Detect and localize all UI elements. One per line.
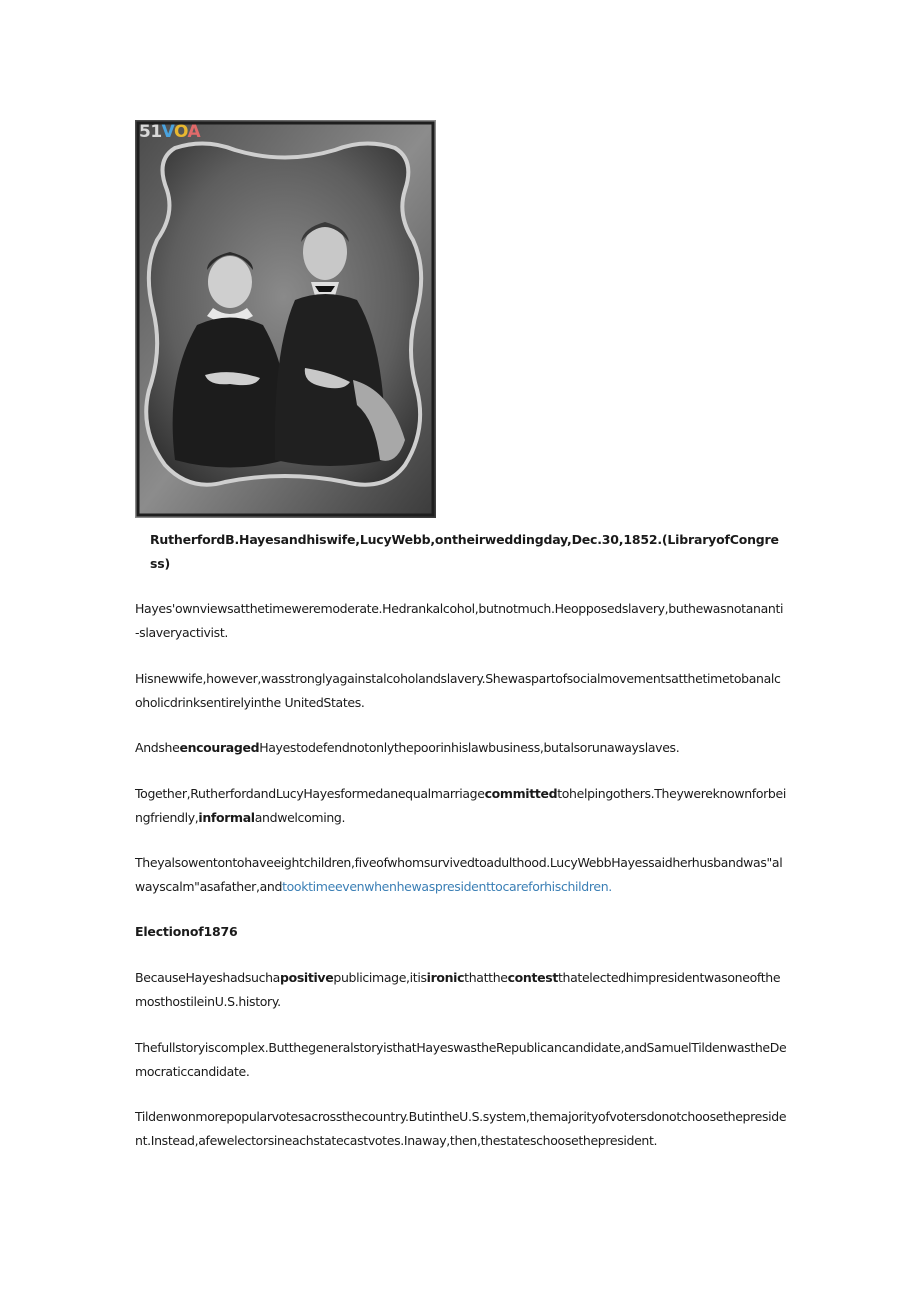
text-span: thatthe [464, 970, 508, 985]
photo-illustration [135, 120, 436, 518]
text-span: Together,RutherfordandLucyHayesformedanequalmarriage [135, 786, 485, 801]
text-span: tohelpingothers.Theywereknownforbeingfriendly, [135, 786, 786, 825]
vocab-word-positive: positive [280, 970, 334, 985]
paragraph-1: Hayes'ownviewsatthetimeweremoderate.Hedrankalcohol,butnotmuch.Heopposedslavery,buthewasnotananti-slaveryactivist. [135, 601, 784, 640]
paragraph-6 [135, 966, 787, 1014]
voa-logo: 51VOA [139, 122, 201, 142]
vocab-word-informal: informal [198, 810, 255, 825]
text-span: Theyalsowentontohaveeightchildren,fiveofwhomsurvivedtoadulthood.LucyWebbHayessaidherhusbandwas"alwayscalm"asafather,and [135, 855, 783, 894]
children-link[interactable]: tooktimeevenwhenhewaspresidenttocareforhischildren. [282, 879, 612, 894]
vocab-word-encouraged: encouraged [179, 740, 260, 755]
paragraph-8: Tildenwonmorepopularvotesacrossthecountry.ButintheU.S.system,themajorityofvotersdonotchoosethepresident.Instead,afewelectorsineachstatecastvotes.Inaway,then,thestateschoosethepresident. [135, 1109, 787, 1148]
vocab-word-contest: contest [507, 970, 558, 985]
paragraph-3 [135, 736, 787, 760]
vocab-word-ironic: ironic [426, 970, 465, 985]
text-span: Andshe [135, 740, 180, 755]
text-span: thatelectedhimpresidentwasoneofthemosthostileinU.S.history. [135, 970, 781, 1009]
text-span: andwelcoming. [254, 810, 346, 825]
paragraph-7: Thefullstoryiscomplex.ButthegeneralstoryisthatHayeswastheRepublicancandidate,andSamuelTildenwastheDemocraticcandidate. [135, 1040, 787, 1079]
vocab-word-committed: committed [484, 786, 558, 801]
wedding-photo [135, 120, 436, 518]
photo-caption: RutherfordB.Hayesandhiswife,LucyWebb,ontheirweddingday,Dec.30,1852.(LibraryofCongress) [150, 532, 779, 571]
section-heading: Electionof1876 [135, 924, 238, 939]
paragraph-2: Hisnewwife,however,wasstronglyagainstalcoholandslavery.Shewaspartofsocialmovementsatthetimetobanalcoholicdrinksentirelyinthe UnitedStates. [135, 671, 781, 710]
paragraph-5 [135, 851, 787, 899]
text-span: BecauseHayeshadsucha [135, 970, 280, 985]
text-span: Hayestodefendnotonlythepoorinhislawbusiness,butalsorunawayslaves. [259, 740, 680, 755]
paragraph-4 [135, 782, 787, 830]
text-span: publicimage,itis [333, 970, 427, 985]
